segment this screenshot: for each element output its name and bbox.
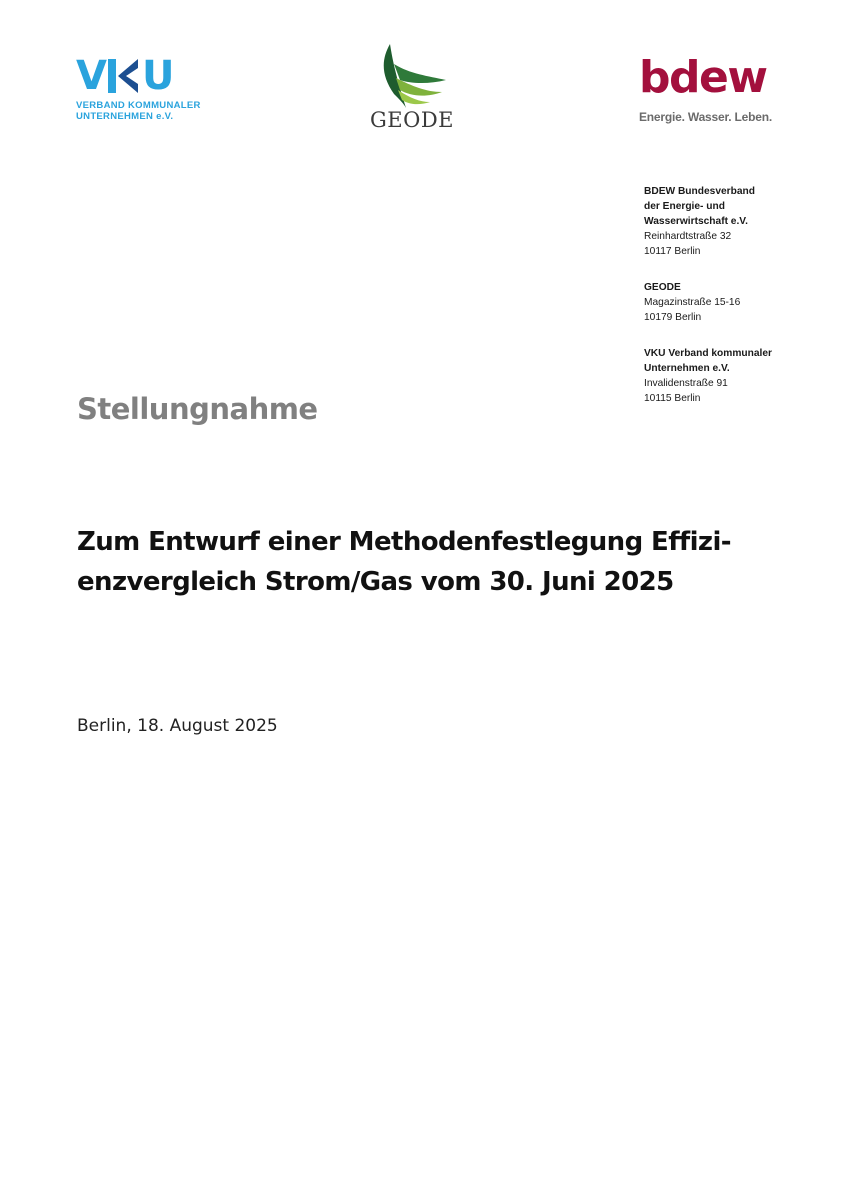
address-vku <box>644 346 824 406</box>
vku-logo-k-mark <box>108 59 140 93</box>
bdew-logo-word: bdew <box>639 52 767 103</box>
address-geode <box>644 280 824 325</box>
document-date: Berlin, 18. August 2025 <box>77 716 278 736</box>
vku-logo-letter-u: U <box>141 53 174 99</box>
address-street: Reinhardtstraße 32 <box>644 231 732 242</box>
bdew-logo-tagline: Energie. Wasser. Leben. <box>639 110 773 124</box>
address-org-line: GEODE <box>644 282 681 293</box>
geode-logo-text: GEODE <box>370 108 454 132</box>
address-city: 10179 Berlin <box>644 312 702 323</box>
vku-logo <box>76 53 216 126</box>
document-title <box>77 522 777 602</box>
address-org-line: Unternehmen e.V. <box>644 363 730 374</box>
address-org-line: VKU Verband kommunaler <box>644 348 772 359</box>
address-bdew <box>644 184 824 259</box>
geode-leaf-icon <box>360 40 460 110</box>
document-title-line1: Zum Entwurf einer Methodenfestlegung Effizi- <box>77 527 731 557</box>
document-title-line2: enzvergleich Strom/Gas vom 30. Juni 2025 <box>77 567 674 597</box>
address-org-line: BDEW Bundesverband <box>644 186 755 197</box>
document-type: Stellungnahme <box>77 392 318 426</box>
address-org-line: Wasserwirtschaft e.V. <box>644 216 748 227</box>
vku-logo-letter-v: V <box>76 53 106 99</box>
address-city: 10117 Berlin <box>644 246 701 257</box>
vku-logo-subtitle-line2: UNTERNEHMEN e.V. <box>76 111 174 122</box>
geode-logo <box>360 40 460 135</box>
vku-logo-subtitle-line1: VERBAND KOMMUNALER <box>76 100 201 111</box>
bdew-logo <box>639 52 789 131</box>
address-street: Invalidenstraße 91 <box>644 378 728 389</box>
address-block <box>644 184 824 427</box>
address-city: 10115 Berlin <box>644 393 701 404</box>
address-street: Magazinstraße 15-16 <box>644 297 741 308</box>
address-org-line: der Energie- und <box>644 201 725 212</box>
